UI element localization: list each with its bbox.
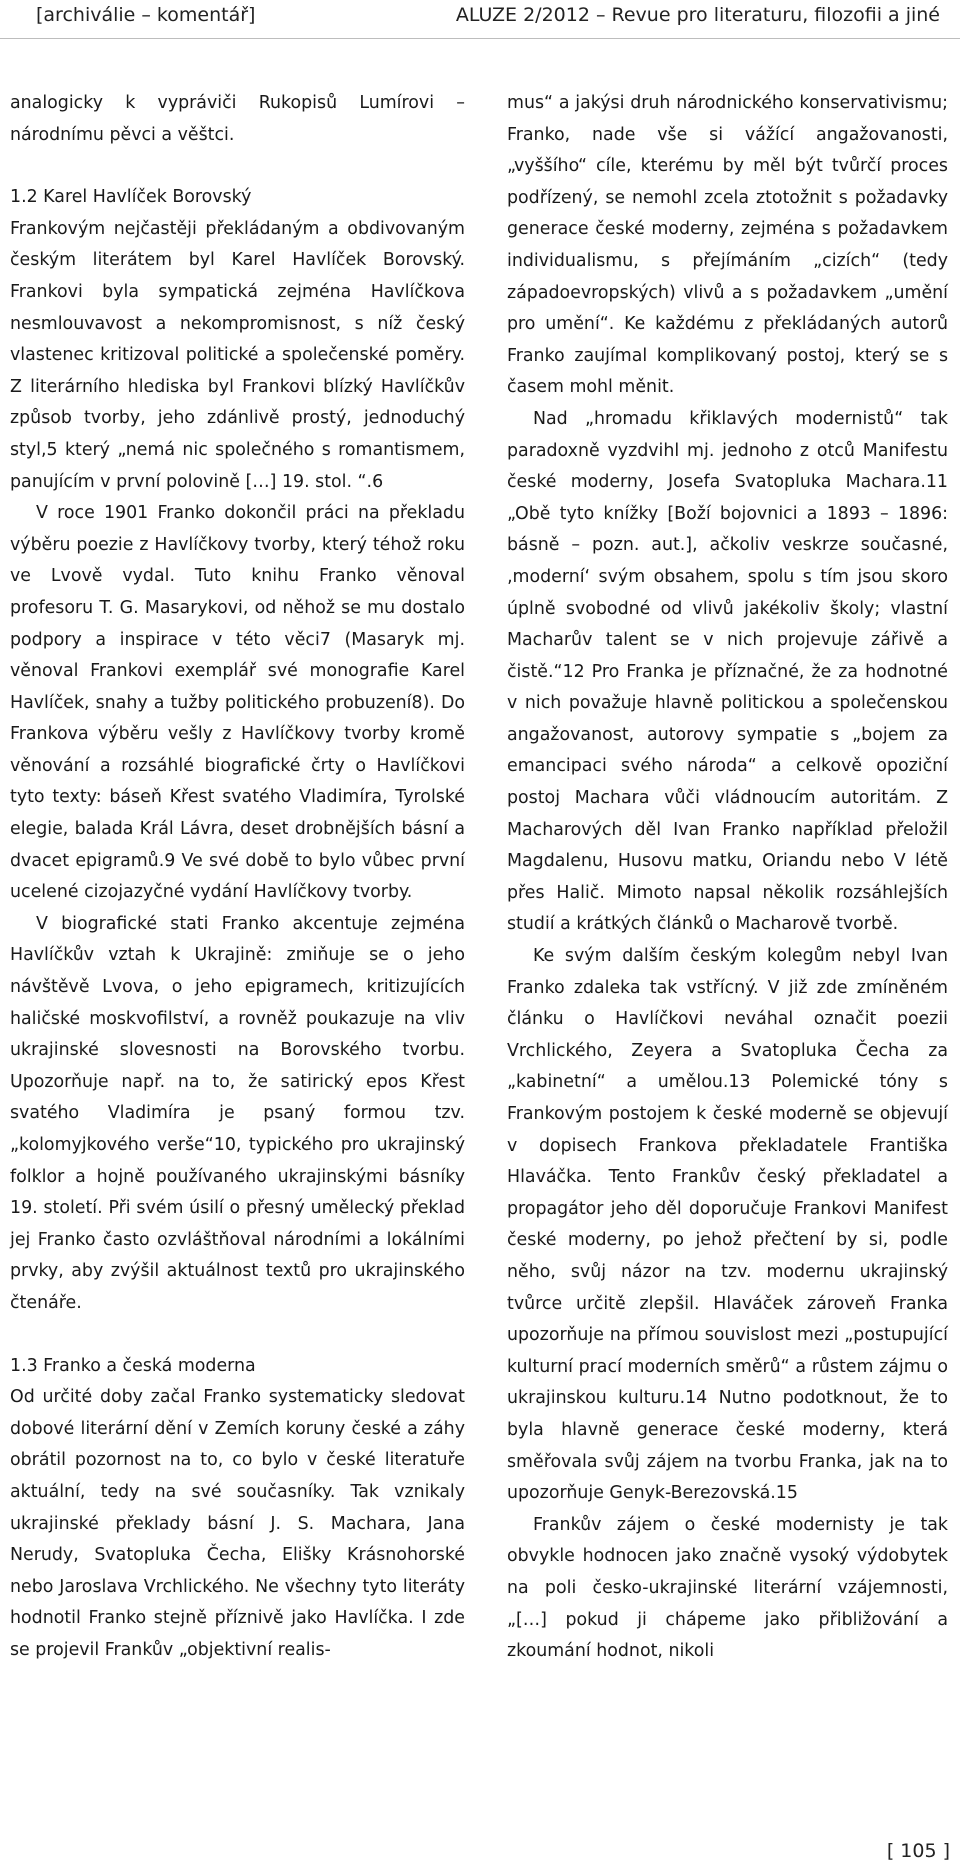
paragraph: Ke svým dalším českým kolegům nebyl Ivan Franko zdaleka tak vstřícný. V již zde zmíněném článku o Havlíčkovi neváhal označit poezii Vrchlického, Zeyera a Svatopluka Čecha za „kabinetní“ a umělou.13 Polemické tóny s Frankovým postojem k české moderně se objevují v dopisech Frankova překladatele Františka Hlaváčka. Tento Frankův český překladatel a propagátor jeho děl doporučuje Frankovi Manifest české moderny, po jehož přečtení by si, podle něho, svůj názor na tzv. modernu ukrajinský tvůrce určitě zlepšil. Hlaváček zároveň Franka upozorňuje na přímou souvislost mezi „postupující kulturní prací moderních směrů“ a růstem zájmu o ukrajinskou kulturu.14 Nutno podotknout, že to byla hlavně generace české moderny, která směřovala svůj zájem na tvorbu Franka, jak na to upozorňuje Genyk-Berezovská.15 <box>507 946 948 1504</box>
section-heading: 1.3 Franko a česká moderna <box>10 1355 256 1376</box>
paragraph: Nad „hromadu křiklavých modernistů“ tak paradoxně vyzdvihl mj. jednoho z otců Manifestu české moderny, Josefa Svatopluka Machara.11 „Obě tyto knížky [Boží bojovnici a 1893 – 1896: básně – pozn. aut.], ačkoliv veskrze současné, ‚moderní‘ svým obsahem, spolu s tím jsou skoro úplně svobodné od vlivů jakékoliv školy; vlastní Macharův talent se v nich projevuje zářivě a čistě.“12 Pro Franka je příznačné, že za hodnotné v nich považuje hlavně politickou a společenskou angažovanost, autorovy sympatie s „bojem za emancipaci svého národa“ a celkově opoziční postoj Machara vůči vládnoucím autoritám. Z Macharových děl Ivan Franko například přeložil Magdalenu, Husovu matku, Oriandu nebo V létě přes Halič. Mimoto napsal několik rozsáhlejších studií a krátkých článků o Macharově tvorbě. <box>507 408 948 935</box>
left-column <box>10 88 465 1667</box>
header-section: [archiválie – komentář] <box>36 4 256 26</box>
running-header <box>36 4 940 34</box>
right-column <box>507 88 948 1668</box>
paragraph: analogicky k vypráviči Rukopisů Lumírovi – národnímu pěvci a věštci. <box>10 93 465 145</box>
section-heading: 1.2 Karel Havlíček Borovský <box>10 187 252 208</box>
header-divider <box>0 38 960 39</box>
paragraph: V roce 1901 Franko dokončil práci na překladu výběru poezie z Havlíčkovy tvorby, který téhož roku ve Lvově vydal. Tuto knihu Franko věnoval profesoru T. G. Masarykovi, od něhož se mu dostalo podpory a inspirace v této věci7 (Masaryk mj. věnoval Frankovi exemplář své monografie Karel Havlíček, snahy a tužby politického probuzení8). Do Frankova výběru vešly z Havlíčkovy tvorby kromě věnování a rozsáhlé biografické črty o Havlíčkovi tyto texty: báseň Křest svatého Vladimíra, Tyrolské elegie, balada Král Lávra, deset drobnějších básní a dvacet epigramů.9 Ve své době to bylo vůbec první ucelené cizojazyčné vydání Havlíčkovy tvorby. <box>10 503 465 903</box>
page-number: [ 105 ] <box>886 1840 950 1862</box>
paragraph: Frankovým nejčastěji překládaným a obdivovaným českým literátem byl Karel Havlíček Borovský. Frankovi byla sympatická zejména Havlíčkova nesmlouvavost a nekompromisnost, s níž český vlastenec kritizoval politické a společenské poměry. Z literárního hlediska byl Frankovi blízký Havlíčkův způsob tvorby, jeho zdánlivě prostý, jednoduchý styl,5 který „nemá nic společného s romantismem, panujícím v první polovině […] 19. stol. “.6 <box>10 218 465 492</box>
header-journal: ALUZE 2/2012 – Revue pro literaturu, filozofii a jiné <box>455 4 940 26</box>
paragraph: mus“ a jakýsi druh národnického konservativismu; Franko, nade vše si vážící angažovanosti, „vyššího“ cíle, kterému by měl být tvůrčí proces podřízený, se nemohl zcela ztotožnit s požadavky generace české moderny, zejména s požadavkem individualismu, s přejímáním „cizích“ (tedy západoevropských) vlivů a s požadavkem „umění pro umění“. Ke každému z překládaných autorů Franko zaujímal komplikovaný postoj, který se s časem mohl měnit. <box>507 93 948 398</box>
paragraph: V biografické stati Franko akcentuje zejména Havlíčkův vztah k Ukrajině: zmiňuje se o jeho návštěvě Lvova, o jeho epigramech, kritizujících haličské moskvofilství, a rovněž poukazuje na vliv ukrajinské slovesnosti na Borovského tvorbu. Upozorňuje např. na to, že satirický epos Křest svatého Vladimíra je psaný formou tzv. „kolomyjkového verše“10, typického pro ukrajinský folklor a hojně používaného ukrajinskými básníky 19. století. Při svém úsilí o přesný umělecký překlad jej Franko často ozvláštňoval národními a lokálními prvky, aby zvýšil aktuálnost textů pro ukrajinského čtenáře. <box>10 913 465 1313</box>
paragraph: Od určité doby začal Franko systematicky sledovat dobové literární dění v Zemích koruny české a záhy obrátil pozornost na to, co bylo v české literatuře aktuální, tedy na své současníky. Tak vznikaly ukrajinské překlady básní J. S. Machara, Jana Nerudy, Svatopluka Čecha, Elišky Krásnohorské nebo Jaroslava Vrchlického. Ne všechny tyto literáty hodnotil Franko stejně příznivě jako Havlíčka. I zde se projevil Frankův „objektivní realis- <box>10 1387 465 1660</box>
paragraph: Frankův zájem o české modernisty je tak obvykle hodnocen jako značně vysoký výdobytek na poli česko-ukrajinské literární vzájemnosti, „[…] pokud ji chápeme jako přibližování a zkoumání hodnot, nikoli <box>507 1514 948 1662</box>
